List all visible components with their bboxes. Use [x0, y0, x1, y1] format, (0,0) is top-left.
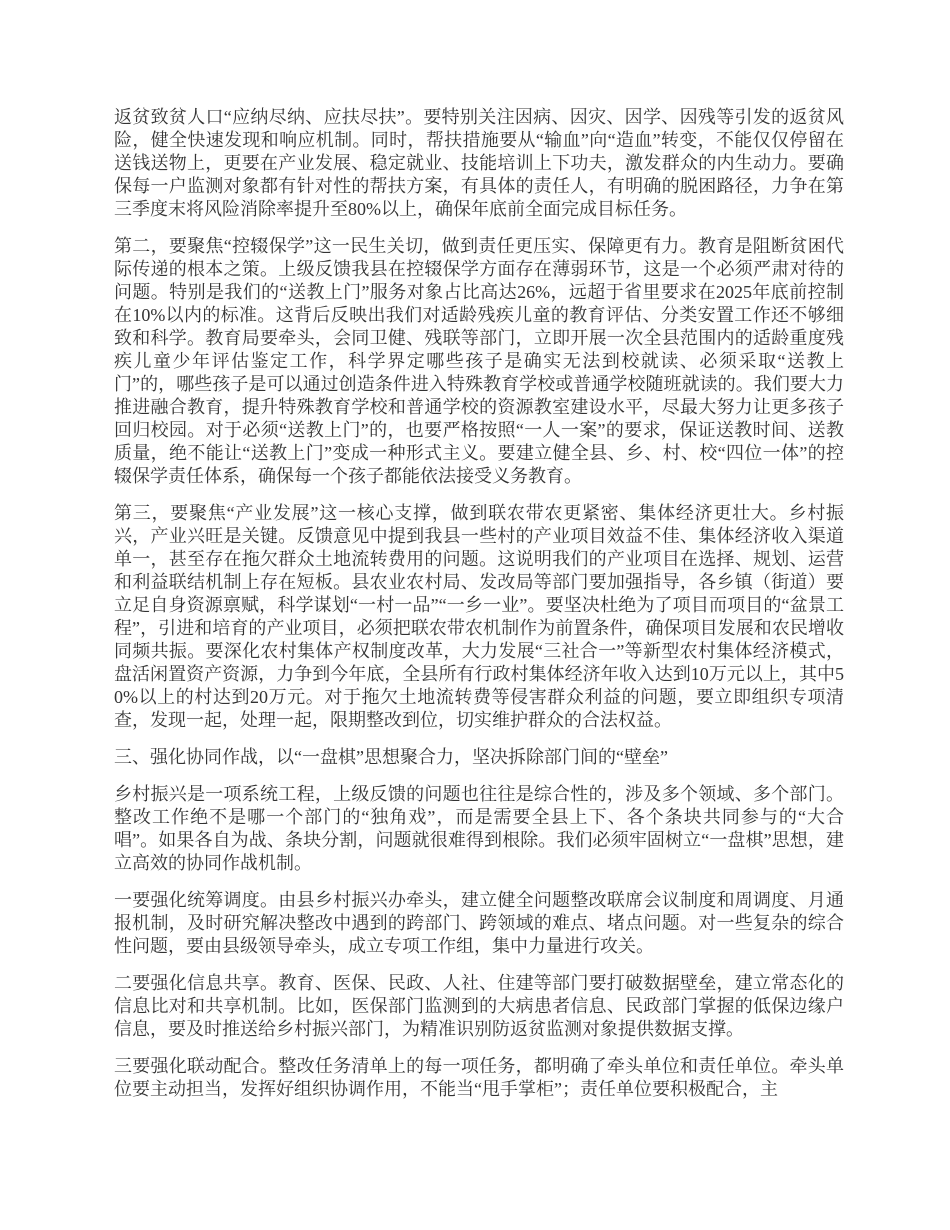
paragraph-point-one: 一要强化统筹调度。由县乡村振兴办牵头，建立健全问题整改联席会议制度和周调度、月通报机制，及时研究解决整改中遇到的跨部门、跨领域的难点、堵点问题。对一些复杂的综合性问题，要由县级领导牵头，成立专项工作组，集中力量进行攻关。 [114, 890, 844, 956]
paragraph-third-point: 第三，要聚焦“产业发展”这一核心支撑，做到联农带农更紧密、集体经济更壮大。乡村振兴，产业兴旺是关键。反馈意见中提到我县一些村的产业项目效益不佳、集体经济收入渠道单一，甚至存在拖欠群众土地流转费用的问题。这说明我们的产业项目在选择、规划、运营和利益联结机制上存在短板。县农业农村局、发改局等部门要加强指导，各乡镇（街道）要立足自身资源禀赋，科学谋划“一村一品”“一乡一业”。要坚决杜绝为了项目而项目的“盆景工程”，引进和培育的产业项目，必须把联农带农机制作为前置条件，确保项目发展和农民增收同频共振。要深化农村集体产权制度改革，大力发展“三社合一”等新型农村集体经济模式，盘活闲置资产资源，力争到今年底，全县所有行政村集体经济年收入达到10万元以上，其中50%以上的村达到20万元。对于拖欠土地流转费等侵害群众利益的问题，要立即组织专项清查，发现一起，处理一起，限期整改到位，切实维护群众的合法权益。 [114, 503, 844, 730]
section-heading: 三、强化协同作战，以“一盘棋”思想聚合力，坚决拆除部门间的“壁垒” [114, 747, 668, 767]
paragraph-point-two: 二要强化信息共享。教育、医保、民政、人社、住建等部门要打破数据壁垒，建立常态化的信息比对和共享机制。比如，医保部门监测到的大病患者信息、民政部门掌握的低保边缘户信息，要及时推送给乡村振兴部门，为精准识别防返贫监测对象提供数据支撑。 [114, 973, 844, 1039]
paragraph-continuation: 返贫致贫人口“应纳尽纳、应扶尽扶”。要特别关注因病、因灾、因学、因残等引发的返贫风险，健全快速发现和响应机制。同时，帮扶措施要从“输血”向“造血”转变，不能仅仅停留在送钱送物上，更要在产业发展、稳定就业、技能培训上下功夫，激发群众的内生动力。要确保每一户监测对象都有针对性的帮扶方案，有具体的责任人，有明确的脱困路径，力争在第三季度末将风险消除率提升至80%以上，确保年底前全面完成目标任务。 [114, 107, 844, 219]
paragraph-section-intro: 乡村振兴是一项系统工程，上级反馈的问题也往往是综合性的，涉及多个领域、多个部门。整改工作绝不是哪一个部门的“独角戏”，而是需要全县上下、各个条块共同参与的“大合唱”。如果各自为战、条块分割，问题就很难得到根除。我们必须牢固树立“一盘棋”思想，建立高效的协同作战机制。 [114, 784, 844, 873]
paragraph-point-three: 三要强化联动配合。整改任务清单上的每一项任务，都明确了牵头单位和责任单位。牵头单位要主动担当，发挥好组织协调作用，不能当“甩手掌柜”；责任单位要积极配合，主 [114, 1056, 844, 1099]
paragraph-second-point: 第二，要聚焦“控辍保学”这一民生关切，做到责任更压实、保障更有力。教育是阻断贫困代际传递的根本之策。上级反馈我县在控辍保学方面存在薄弱环节，这是一个必须严肃对待的问题。特别是我们的“送教上门”服务对象占比高达26%，远超于省里要求在2025年底前控制在10%以内的标准。这背后反映出我们对适龄残疾儿童的教育评估、分类安置工作还不够细致和科学。教育局要牵头，会同卫健、残联等部门，立即开展一次全县范围内的适龄重度残疾儿童少年评估鉴定工作，科学界定哪些孩子是确实无法到校就读、必须采取“送教上门”的，哪些孩子是可以通过创造条件进入特殊教育学校或普通学校随班就读的。我们要大力推进融合教育，提升特殊教育学校和普通学校的资源教室建设水平，尽最大努力让更多孩子回归校园。对于必须“送教上门”的，也要严格按照“一人一案”的要求，保证送教时间、送教质量，绝不能让“送教上门”变成一种形式主义。要建立健全县、乡、村、校“四位一体”的控辍保学责任体系，确保每一个孩子都能依法接受义务教育。 [114, 236, 844, 486]
